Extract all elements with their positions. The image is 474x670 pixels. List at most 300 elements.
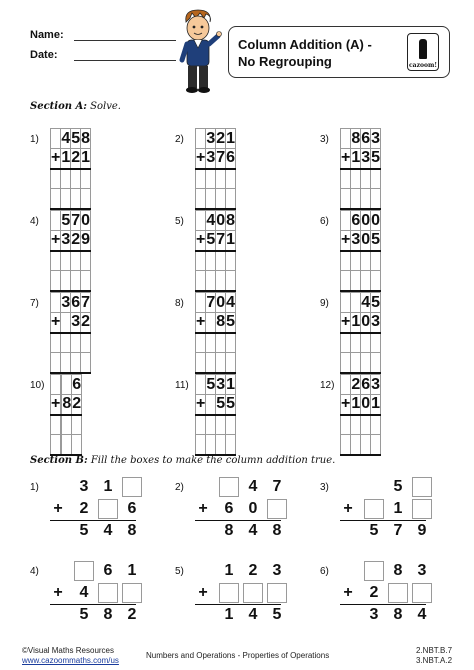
answer-cell[interactable] [62,435,72,455]
fill-in-box[interactable] [412,583,432,603]
answer-cell[interactable] [226,189,236,209]
sum-digit: 3 [369,606,379,623]
fill-in-box[interactable] [388,583,408,603]
digit: 1 [224,562,234,579]
answer-cell[interactable] [206,333,216,353]
answer-cell[interactable] [61,251,71,271]
digit: 6 [103,562,113,579]
date-line[interactable] [74,60,176,61]
plus-sign: + [196,149,206,169]
digit-cell [341,375,351,395]
answer-cell[interactable] [206,353,216,373]
problem-number: 4) [30,216,39,227]
digit-cell: 5 [371,149,381,169]
answer-cell[interactable] [196,189,206,209]
answer-cell[interactable] [361,415,371,435]
digit-cell: 3 [371,129,381,147]
digit-cell: 6 [226,149,236,169]
footer-standards [416,646,452,666]
answer-cell[interactable] [351,169,361,189]
problem-number: 4) [30,566,39,577]
answer-cell[interactable] [72,415,82,435]
logo-keyhole-icon [419,39,427,59]
digit: 5 [393,478,403,495]
digit-cell: 8 [351,129,361,147]
sum-digit: 5 [272,606,282,623]
digit-cell: 2 [72,395,82,415]
answer-cell[interactable] [351,251,361,271]
digit-cell [61,313,71,333]
digit: 4 [248,478,258,495]
answer-cell[interactable] [216,415,226,435]
answer-cell[interactable] [51,251,61,271]
section-a-label: Section A: [30,101,87,112]
addition-grid [195,128,236,210]
section-a-instruction: Solve. [90,101,121,112]
digit-cell: 2 [71,149,81,169]
digit-cell: 7 [216,231,226,251]
sum-digit: 5 [79,606,89,623]
answer-cell[interactable] [51,415,61,435]
fill-in-box[interactable] [412,499,432,519]
digit-cell: 2 [81,313,91,333]
digit-cell: 9 [81,231,91,251]
digit-cell: 8 [62,395,72,415]
answer-cell[interactable] [371,189,381,209]
digit-cell [341,211,351,231]
digit-cell: 6 [351,211,361,229]
answer-cell[interactable] [71,353,81,373]
fill-in-box[interactable] [122,583,142,603]
answer-cell[interactable] [226,435,236,455]
answer-cell[interactable] [216,251,226,271]
footer-topic: Numbers and Operations - Properties of Operations [146,651,330,660]
plus-sign: + [341,313,351,333]
answer-cell[interactable] [61,333,71,353]
sum-digit: 8 [272,522,282,539]
addition-grid [340,292,381,374]
sum-digit: 7 [393,522,403,539]
problem-number: 3) [320,482,329,493]
digit-cell: 7 [81,293,91,311]
answer-cell[interactable] [361,169,371,189]
fill-in-box[interactable] [267,499,287,519]
digit-cell: 6 [361,129,371,147]
answer-cell[interactable] [341,435,351,455]
problem-number: 12) [320,380,335,391]
digit-cell: 7 [216,149,226,169]
answer-cell[interactable] [361,333,371,353]
problem-number: 9) [320,298,329,309]
addition-grid [50,128,91,210]
digit: 4 [79,584,89,601]
problem-number: 6) [320,566,329,577]
digit: 3 [79,478,89,495]
addition-grid [195,292,236,374]
digit-cell: 5 [61,211,71,229]
answer-cell[interactable] [351,333,361,353]
sum-digit: 4 [417,606,427,623]
fill-in-box[interactable] [364,499,384,519]
answer-cell[interactable] [51,353,61,373]
answer-cell[interactable] [206,251,216,271]
digit-cell: 5 [226,313,236,333]
fill-in-box[interactable] [98,583,118,603]
addition-grid [50,292,91,374]
digit-cell: 3 [216,375,226,393]
digit-cell: 1 [226,231,236,251]
sum-digit: 8 [127,522,137,539]
answer-cell[interactable] [351,353,361,373]
title-line-1: Column Addition (A) - [238,37,372,52]
answer-cell[interactable] [71,251,81,271]
plus-sign: + [196,395,206,415]
answer-cell[interactable] [351,415,361,435]
answer-cell[interactable] [226,251,236,271]
digit-cell [51,129,61,149]
digit-cell: 5 [216,395,226,415]
answer-cell[interactable] [81,251,91,271]
digit-cell: 7 [206,293,216,311]
fill-in-box[interactable] [219,477,239,497]
problem-number: 8) [175,298,184,309]
plus-sign: + [343,500,353,517]
answer-cell[interactable] [371,353,381,373]
digit-cell [206,395,216,415]
answer-cell[interactable] [206,189,216,209]
digit-cell: 4 [361,293,371,311]
digit: 1 [103,478,113,495]
digit-cell: 2 [351,375,361,393]
digit-cell: 0 [81,211,91,229]
problem-number: 10) [30,380,45,391]
digit-cell: 1 [226,375,236,393]
digit-cell [196,375,206,395]
digit-cell: 0 [361,395,371,415]
section-b-label: Section B: [30,455,88,466]
answer-cell[interactable] [341,415,351,435]
digit-cell: 1 [226,129,236,147]
section-b-heading [30,455,335,466]
problem-number: 3) [320,134,329,145]
answer-cell[interactable] [81,353,91,373]
digit-cell [51,293,61,313]
problem-number: 7) [30,298,39,309]
answer-cell[interactable] [371,435,381,455]
answer-cell[interactable] [361,189,371,209]
digit-cell: 5 [206,375,216,393]
answer-cell[interactable] [81,333,91,353]
answer-cell[interactable] [196,271,206,291]
digit-cell: 2 [71,231,81,251]
worksheet-title [238,36,372,70]
section-a-heading [30,101,121,112]
answer-cell[interactable] [196,435,206,455]
answer-cell[interactable] [216,333,226,353]
digit: 1 [393,500,403,517]
digit-cell: 3 [206,149,216,169]
answer-cell[interactable] [196,353,206,373]
digit: 8 [393,562,403,579]
digit-cell: 5 [371,293,381,311]
digit-cell: 3 [61,231,71,251]
digit-cell: 1 [371,395,381,415]
answer-cell[interactable] [216,353,226,373]
digit: 3 [417,562,427,579]
sum-digit: 4 [103,522,113,539]
digit-cell: 8 [226,211,236,229]
answer-cell[interactable] [206,169,216,189]
answer-cell[interactable] [351,435,361,455]
addition-grid [50,210,91,292]
digit-cell: 0 [361,313,371,333]
answer-cell[interactable] [341,169,351,189]
answer-cell[interactable] [226,415,236,435]
answer-cell[interactable] [71,333,81,353]
fill-in-box[interactable] [98,499,118,519]
answer-cell[interactable] [371,169,381,189]
answer-cell[interactable] [341,353,351,373]
sum-digit: 9 [417,522,427,539]
answer-cell[interactable] [196,169,206,189]
footer-standard-2: 3.NBT.A.2 [416,656,453,665]
addition-grid [195,210,236,292]
answer-cell[interactable] [226,169,236,189]
digit-cell: 1 [61,149,71,169]
answer-cell[interactable] [51,435,61,455]
addition-grid [340,374,381,456]
answer-cell[interactable] [216,189,226,209]
digit [364,477,384,497]
digit-cell [351,293,361,313]
sum-digit: 5 [79,522,89,539]
digit-cell: 7 [71,211,81,229]
plus-sign: + [53,584,63,601]
plus-sign: + [341,231,351,251]
addition-grid [195,374,236,456]
digit-cell [196,211,206,231]
answer-cell[interactable] [61,353,71,373]
addition-grid [340,210,381,292]
fill-in-box[interactable] [267,583,287,603]
digit-cell [51,211,61,231]
answer-cell[interactable] [196,333,206,353]
digit-cell: 5 [371,231,381,251]
addition-grid [340,128,381,210]
problem-number: 2) [175,134,184,145]
digit-cell: 4 [61,129,71,147]
digit: 6 [127,500,137,517]
answer-cell[interactable] [196,251,206,271]
digit-cell: 1 [81,149,91,169]
fill-in-box[interactable] [122,477,142,497]
answer-cell[interactable] [226,333,236,353]
fill-in-box[interactable] [219,583,239,603]
sum-digit: 4 [248,522,258,539]
name-line[interactable] [74,40,176,41]
digit-cell: 3 [206,129,216,147]
answer-cell[interactable] [81,169,91,189]
sum-digit: 8 [393,606,403,623]
answer-cell[interactable] [351,271,361,291]
problem-number: 11) [175,380,189,391]
plus-sign: + [51,313,61,333]
answer-cell[interactable] [71,169,81,189]
digit-cell [341,129,351,149]
problem-number: 5) [175,216,184,227]
answer-cell[interactable] [51,189,61,209]
answer-cell[interactable] [51,333,61,353]
plus-sign: + [51,395,61,415]
answer-cell[interactable] [206,435,216,455]
answer-cell[interactable] [361,251,371,271]
answer-cell[interactable] [341,189,351,209]
answer-cell[interactable] [361,271,371,291]
answer-cell[interactable] [61,169,71,189]
digit-cell: 4 [226,293,236,311]
answer-cell[interactable] [226,271,236,291]
plus-sign: + [198,584,208,601]
sum-digit: 2 [127,606,137,623]
answer-cell[interactable] [196,415,206,435]
digit-cell [196,129,206,149]
digit-cell: 0 [361,231,371,251]
footer-copyright: ©Visual Maths Resources [22,646,115,655]
answer-cell[interactable] [81,271,91,291]
section-b-instruction: Fill the boxes to make the column addition true. [90,455,336,466]
answer-cell[interactable] [351,189,361,209]
answer-cell[interactable] [71,271,81,291]
logo-text: cazoom! [409,62,437,69]
digit-cell: 6 [361,375,371,393]
answer-cell[interactable] [216,271,226,291]
plus-sign: + [198,500,208,517]
digit-cell: 6 [71,293,81,311]
answer-cell[interactable] [216,435,226,455]
digit-cell [62,375,72,395]
title-line-2: No Regrouping [238,54,332,69]
plus-sign: + [196,313,206,333]
plus-sign: + [53,500,63,517]
digit-cell: 1 [351,313,361,333]
digit-cell: 8 [81,129,91,147]
answer-cell[interactable] [51,169,61,189]
footer-website-link[interactable]: www.cazoommaths.com/us [22,656,119,665]
answer-cell[interactable] [72,435,82,455]
plus-sign: + [51,231,61,251]
plus-sign: + [343,584,353,601]
answer-cell[interactable] [361,353,371,373]
problem-number: 1) [30,482,39,493]
digit-cell [196,293,206,313]
fill-in-box[interactable] [364,561,384,581]
digit: 2 [248,562,258,579]
answer-cell[interactable] [361,435,371,455]
plus-sign: + [196,231,206,251]
name-label: Name: [30,29,64,41]
problem-number: 2) [175,482,184,493]
digit-cell: 3 [351,231,361,251]
digit-cell: 5 [226,395,236,415]
problem-number: 1) [30,134,39,145]
answer-cell[interactable] [62,415,72,435]
digit-cell: 1 [351,395,361,415]
digit-cell [206,313,216,333]
answer-cell[interactable] [71,189,81,209]
digit: 3 [272,562,282,579]
digit-cell: 5 [71,129,81,147]
footer-left [22,646,119,666]
digit-cell: 3 [371,375,381,393]
problem-number: 5) [175,566,184,577]
answer-cell[interactable] [61,271,71,291]
digit-cell: 3 [371,313,381,333]
sum-digit: 8 [224,522,234,539]
answer-cell[interactable] [216,169,226,189]
plus-sign: + [51,149,61,169]
digit-cell: 1 [351,149,361,169]
answer-cell[interactable] [341,251,351,271]
answer-cell[interactable] [226,353,236,373]
plus-sign: + [341,395,351,415]
answer-cell[interactable] [51,271,61,291]
digit-cell: 4 [206,211,216,229]
digit: 1 [127,562,137,579]
answer-cell[interactable] [371,271,381,291]
digit-cell: 2 [216,129,226,147]
digit-cell: 3 [361,149,371,169]
sum-digit: 4 [248,606,258,623]
answer-cell[interactable] [371,333,381,353]
digit: 0 [248,500,258,517]
digit-cell: 5 [206,231,216,251]
digit-cell [51,375,61,395]
fill-in-box[interactable] [243,583,263,603]
answer-cell[interactable] [206,415,216,435]
digit-cell: 3 [71,313,81,333]
sum-digit: 1 [224,606,234,623]
digit-cell: 0 [216,293,226,311]
worksheet-title-box [228,26,450,78]
footer-standard-1: 2.NBT.B.7 [416,646,453,655]
answer-cell[interactable] [206,271,216,291]
digit-cell: 8 [216,313,226,333]
digit-cell: 0 [361,211,371,229]
date-label: Date: [30,49,58,61]
cazoom-logo [407,33,439,71]
plus-sign: + [341,149,351,169]
digit-cell: 6 [72,375,82,393]
answer-cell[interactable] [341,271,351,291]
answer-cell[interactable] [81,189,91,209]
answer-cell[interactable] [341,333,351,353]
digit-cell: 3 [61,293,71,311]
digit: 6 [224,500,234,517]
answer-cell[interactable] [371,415,381,435]
boy-mascot-illustration [172,8,224,96]
digit-cell: 0 [216,211,226,229]
digit: 2 [79,500,89,517]
answer-cell[interactable] [61,189,71,209]
digit: 7 [272,478,282,495]
problem-number: 6) [320,216,329,227]
answer-cell[interactable] [371,251,381,271]
fill-in-box[interactable] [412,477,432,497]
fill-in-box[interactable] [74,561,94,581]
digit-cell [341,293,351,313]
sum-digit: 5 [369,522,379,539]
digit: 2 [369,584,379,601]
